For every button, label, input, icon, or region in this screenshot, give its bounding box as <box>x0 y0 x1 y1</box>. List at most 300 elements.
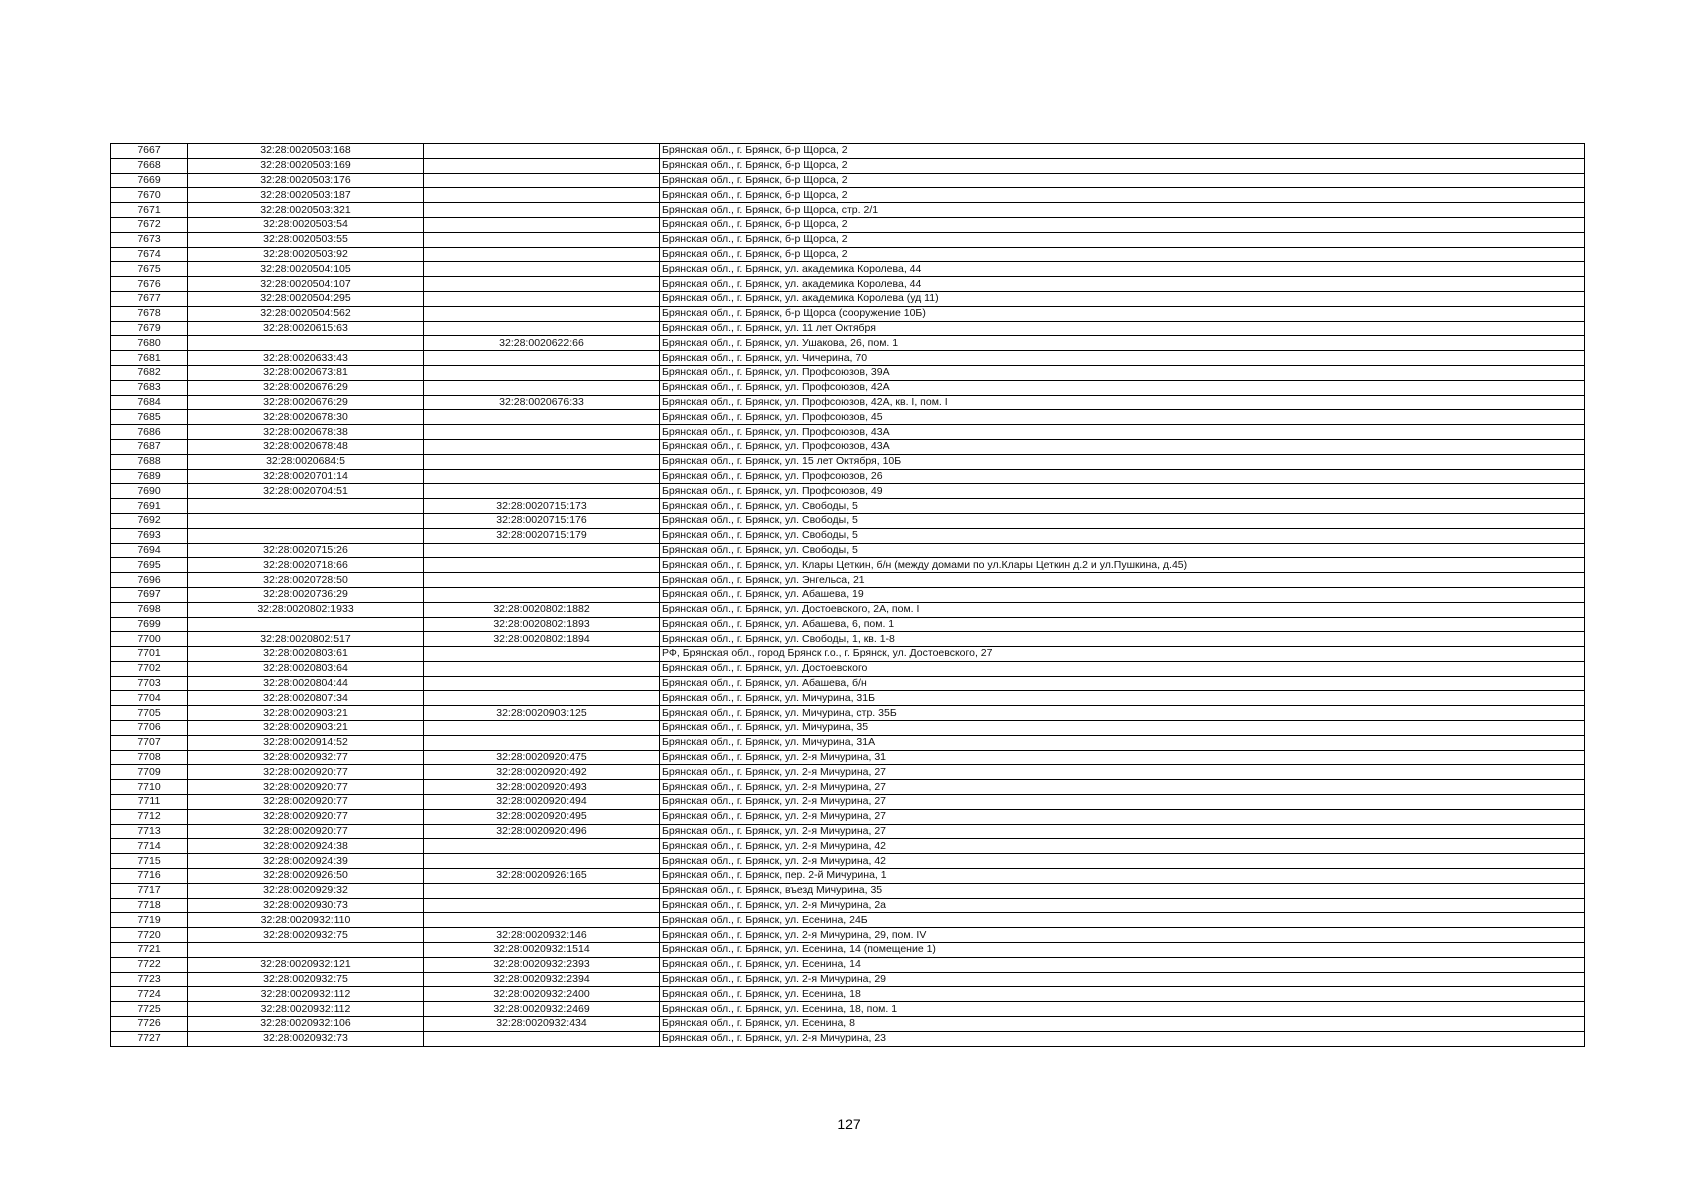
row-number-cell: 7721 <box>111 943 188 958</box>
cadastral-number-cell: 32:28:0020615:63 <box>188 321 424 336</box>
sub-cadastral-number-cell <box>424 306 660 321</box>
table-row <box>111 706 1585 721</box>
row-number-cell: 7689 <box>111 469 188 484</box>
table-row <box>111 943 1585 958</box>
address-cell: Брянская обл., г. Брянск, пер. 2-й Мичурина, 1 <box>660 869 1585 884</box>
sub-cadastral-number-cell: 32:28:0020802:1882 <box>424 602 660 617</box>
sub-cadastral-number-cell: 32:28:0020715:173 <box>424 499 660 514</box>
cadastral-number-cell <box>188 513 424 528</box>
table-row <box>111 602 1585 617</box>
sub-cadastral-number-cell <box>424 410 660 425</box>
sub-cadastral-number-cell: 32:28:0020932:146 <box>424 928 660 943</box>
row-number-cell: 7676 <box>111 277 188 292</box>
cadastral-number-cell: 32:28:0020715:26 <box>188 543 424 558</box>
cadastral-number-cell: 32:28:0020503:176 <box>188 173 424 188</box>
cadastral-number-cell: 32:28:0020920:77 <box>188 795 424 810</box>
table-row <box>111 1031 1585 1046</box>
row-number-cell: 7679 <box>111 321 188 336</box>
cadastral-number-cell: 32:28:0020932:73 <box>188 1031 424 1046</box>
address-cell: Брянская обл., г. Брянск, ул. 2-я Мичурина, 29 <box>660 972 1585 987</box>
cadastral-number-cell: 32:28:0020924:39 <box>188 854 424 869</box>
sub-cadastral-number-cell: 32:28:0020920:495 <box>424 809 660 824</box>
row-number-cell: 7690 <box>111 484 188 499</box>
table-row <box>111 869 1585 884</box>
cadastral-number-cell: 32:28:0020503:54 <box>188 217 424 232</box>
sub-cadastral-number-cell: 32:28:0020903:125 <box>424 706 660 721</box>
row-number-cell: 7699 <box>111 617 188 632</box>
sub-cadastral-number-cell <box>424 439 660 454</box>
table-row <box>111 750 1585 765</box>
sub-cadastral-number-cell <box>424 661 660 676</box>
cadastral-number-cell: 32:28:0020920:77 <box>188 765 424 780</box>
table-row <box>111 824 1585 839</box>
address-cell: Брянская обл., г. Брянск, ул. 2-я Мичурина, 27 <box>660 795 1585 810</box>
address-cell: Брянская обл., г. Брянск, ул. Профсоюзов, 49 <box>660 484 1585 499</box>
row-number-cell: 7723 <box>111 972 188 987</box>
sub-cadastral-number-cell: 32:28:0020920:496 <box>424 824 660 839</box>
address-cell: Брянская обл., г. Брянск, б-р Щорса, стр. 2/1 <box>660 203 1585 218</box>
row-number-cell: 7708 <box>111 750 188 765</box>
cadastral-number-cell: 32:28:0020684:5 <box>188 454 424 469</box>
cadastral-number-cell: 32:28:0020932:106 <box>188 1017 424 1032</box>
sub-cadastral-number-cell <box>424 543 660 558</box>
address-cell: Брянская обл., г. Брянск, ул. 2-я Мичурина, 27 <box>660 780 1585 795</box>
table-row <box>111 617 1585 632</box>
table-row <box>111 839 1585 854</box>
table-row <box>111 203 1585 218</box>
cadastral-number-cell: 32:28:0020504:295 <box>188 291 424 306</box>
cadastral-number-cell: 32:28:0020802:1933 <box>188 602 424 617</box>
table-row <box>111 558 1585 573</box>
table-row <box>111 1002 1585 1017</box>
table-row <box>111 528 1585 543</box>
row-number-cell: 7678 <box>111 306 188 321</box>
row-number-cell: 7677 <box>111 291 188 306</box>
table-row <box>111 1017 1585 1032</box>
address-cell: Брянская обл., г. Брянск, ул. Клары Цеткин, б/н (между домами по ул.Клары Цеткин д.2 и ул.Пушкина, д.45) <box>660 558 1585 573</box>
table-row <box>111 425 1585 440</box>
address-cell: Брянская обл., г. Брянск, ул. Достоевского <box>660 661 1585 676</box>
row-number-cell: 7700 <box>111 632 188 647</box>
sub-cadastral-number-cell <box>424 262 660 277</box>
table-row <box>111 780 1585 795</box>
row-number-cell: 7688 <box>111 454 188 469</box>
address-cell: Брянская обл., г. Брянск, ул. 15 лет Октября, 10Б <box>660 454 1585 469</box>
row-number-cell: 7674 <box>111 247 188 262</box>
row-number-cell: 7717 <box>111 883 188 898</box>
cadastral-number-cell: 32:28:0020678:48 <box>188 439 424 454</box>
sub-cadastral-number-cell <box>424 217 660 232</box>
cadastral-number-cell: 32:28:0020503:321 <box>188 203 424 218</box>
address-cell: Брянская обл., г. Брянск, ул. Абашева, 6, пом. 1 <box>660 617 1585 632</box>
row-number-cell: 7727 <box>111 1031 188 1046</box>
cadastral-number-cell: 32:28:0020503:92 <box>188 247 424 262</box>
row-number-cell: 7673 <box>111 232 188 247</box>
table-row <box>111 144 1585 159</box>
table-row <box>111 957 1585 972</box>
row-number-cell: 7670 <box>111 188 188 203</box>
cadastral-number-cell: 32:28:0020932:121 <box>188 957 424 972</box>
row-number-cell: 7675 <box>111 262 188 277</box>
address-cell: Брянская обл., г. Брянск, б-р Щорса (сооружение 10Б) <box>660 306 1585 321</box>
cadastral-number-cell <box>188 943 424 958</box>
row-number-cell: 7718 <box>111 898 188 913</box>
sub-cadastral-number-cell <box>424 883 660 898</box>
sub-cadastral-number-cell <box>424 425 660 440</box>
table-row <box>111 987 1585 1002</box>
address-cell: Брянская обл., г. Брянск, б-р Щорса, 2 <box>660 232 1585 247</box>
sub-cadastral-number-cell <box>424 913 660 928</box>
cadastral-number-cell <box>188 336 424 351</box>
table-row <box>111 232 1585 247</box>
table-row <box>111 321 1585 336</box>
address-cell: Брянская обл., г. Брянск, ул. Есенина, 14 (помещение 1) <box>660 943 1585 958</box>
row-number-cell: 7711 <box>111 795 188 810</box>
cadastral-number-cell: 32:28:0020504:562 <box>188 306 424 321</box>
cadastral-number-cell: 32:28:0020673:81 <box>188 365 424 380</box>
table-row <box>111 721 1585 736</box>
row-number-cell: 7726 <box>111 1017 188 1032</box>
address-cell: Брянская обл., г. Брянск, ул. 2-я Мичурина, 42 <box>660 854 1585 869</box>
address-cell: Брянская обл., г. Брянск, ул. 11 лет Октября <box>660 321 1585 336</box>
sub-cadastral-number-cell <box>424 573 660 588</box>
cadastral-number-cell: 32:28:0020701:14 <box>188 469 424 484</box>
address-cell: Брянская обл., г. Брянск, ул. Профсоюзов, 39А <box>660 365 1585 380</box>
row-number-cell: 7716 <box>111 869 188 884</box>
row-number-cell: 7681 <box>111 351 188 366</box>
sub-cadastral-number-cell <box>424 1031 660 1046</box>
cadastral-table-body <box>111 144 1585 1047</box>
address-cell: Брянская обл., г. Брянск, ул. Профсоюзов, 45 <box>660 410 1585 425</box>
row-number-cell: 7697 <box>111 587 188 602</box>
address-cell: Брянская обл., г. Брянск, ул. Свободы, 5 <box>660 513 1585 528</box>
row-number-cell: 7671 <box>111 203 188 218</box>
sub-cadastral-number-cell: 32:28:0020802:1894 <box>424 632 660 647</box>
row-number-cell: 7684 <box>111 395 188 410</box>
table-row <box>111 898 1585 913</box>
table-row <box>111 158 1585 173</box>
row-number-cell: 7722 <box>111 957 188 972</box>
table-row <box>111 765 1585 780</box>
table-row <box>111 173 1585 188</box>
table-row <box>111 262 1585 277</box>
address-cell: Брянская обл., г. Брянск, ул. 2-я Мичурина, 27 <box>660 765 1585 780</box>
table-row <box>111 928 1585 943</box>
address-cell: Брянская обл., г. Брянск, ул. Свободы, 5 <box>660 543 1585 558</box>
sub-cadastral-number-cell <box>424 173 660 188</box>
sub-cadastral-number-cell <box>424 676 660 691</box>
cadastral-number-cell: 32:28:0020932:112 <box>188 1002 424 1017</box>
address-cell: Брянская обл., г. Брянск, б-р Щорса, 2 <box>660 144 1585 159</box>
address-cell: РФ, Брянская обл., город Брянск г.о., г. Брянск, ул. Достоевского, 27 <box>660 647 1585 662</box>
table-row <box>111 454 1585 469</box>
row-number-cell: 7715 <box>111 854 188 869</box>
table-row <box>111 854 1585 869</box>
row-number-cell: 7719 <box>111 913 188 928</box>
address-cell: Брянская обл., г. Брянск, ул. Есенина, 8 <box>660 1017 1585 1032</box>
cadastral-number-cell: 32:28:0020903:21 <box>188 721 424 736</box>
cadastral-number-cell <box>188 528 424 543</box>
cadastral-number-cell: 32:28:0020932:75 <box>188 972 424 987</box>
address-cell: Брянская обл., г. Брянск, ул. 2-я Мичурина, 29, пом. IV <box>660 928 1585 943</box>
address-cell: Брянская обл., г. Брянск, ул. Профсоюзов, 42А <box>660 380 1585 395</box>
cadastral-number-cell: 32:28:0020929:32 <box>188 883 424 898</box>
row-number-cell: 7712 <box>111 809 188 824</box>
cadastral-number-cell: 32:28:0020932:77 <box>188 750 424 765</box>
row-number-cell: 7668 <box>111 158 188 173</box>
address-cell: Брянская обл., г. Брянск, ул. Профсоюзов, 26 <box>660 469 1585 484</box>
sub-cadastral-number-cell <box>424 232 660 247</box>
cadastral-number-cell <box>188 499 424 514</box>
sub-cadastral-number-cell <box>424 188 660 203</box>
address-cell: Брянская обл., г. Брянск, ул. Энгельса, 21 <box>660 573 1585 588</box>
table-row <box>111 691 1585 706</box>
table-row <box>111 676 1585 691</box>
sub-cadastral-number-cell <box>424 721 660 736</box>
row-number-cell: 7702 <box>111 661 188 676</box>
cadastral-number-cell: 32:28:0020920:77 <box>188 780 424 795</box>
row-number-cell: 7709 <box>111 765 188 780</box>
table-row <box>111 661 1585 676</box>
cadastral-number-cell <box>188 617 424 632</box>
table-row <box>111 410 1585 425</box>
cadastral-number-cell: 32:28:0020736:29 <box>188 587 424 602</box>
row-number-cell: 7693 <box>111 528 188 543</box>
address-cell: Брянская обл., г. Брянск, ул. 2-я Мичурина, 27 <box>660 809 1585 824</box>
row-number-cell: 7672 <box>111 217 188 232</box>
row-number-cell: 7667 <box>111 144 188 159</box>
address-cell: Брянская обл., г. Брянск, б-р Щорса, 2 <box>660 247 1585 262</box>
table-row <box>111 188 1585 203</box>
address-cell: Брянская обл., г. Брянск, ул. Есенина, 24Б <box>660 913 1585 928</box>
cadastral-number-cell: 32:28:0020924:38 <box>188 839 424 854</box>
sub-cadastral-number-cell <box>424 854 660 869</box>
sub-cadastral-number-cell: 32:28:0020622:66 <box>424 336 660 351</box>
table-row <box>111 735 1585 750</box>
cadastral-number-cell: 32:28:0020807:34 <box>188 691 424 706</box>
table-row <box>111 395 1585 410</box>
row-number-cell: 7683 <box>111 380 188 395</box>
row-number-cell: 7701 <box>111 647 188 662</box>
cadastral-number-cell: 32:28:0020503:168 <box>188 144 424 159</box>
row-number-cell: 7707 <box>111 735 188 750</box>
cadastral-number-cell: 32:28:0020676:29 <box>188 380 424 395</box>
address-cell: Брянская обл., г. Брянск, ул. 2-я Мичурина, 42 <box>660 839 1585 854</box>
row-number-cell: 7724 <box>111 987 188 1002</box>
sub-cadastral-number-cell: 32:28:0020932:2400 <box>424 987 660 1002</box>
sub-cadastral-number-cell <box>424 158 660 173</box>
address-cell: Брянская обл., г. Брянск, б-р Щорса, 2 <box>660 158 1585 173</box>
row-number-cell: 7698 <box>111 602 188 617</box>
row-number-cell: 7692 <box>111 513 188 528</box>
address-cell: Брянская обл., г. Брянск, ул. Свободы, 5 <box>660 528 1585 543</box>
row-number-cell: 7725 <box>111 1002 188 1017</box>
table-row <box>111 513 1585 528</box>
sub-cadastral-number-cell <box>424 469 660 484</box>
table-row <box>111 306 1585 321</box>
cadastral-number-cell: 32:28:0020803:64 <box>188 661 424 676</box>
row-number-cell: 7713 <box>111 824 188 839</box>
table-row <box>111 573 1585 588</box>
sub-cadastral-number-cell: 32:28:0020932:2469 <box>424 1002 660 1017</box>
address-cell: Брянская обл., г. Брянск, ул. Абашева, 19 <box>660 587 1585 602</box>
sub-cadastral-number-cell <box>424 735 660 750</box>
address-cell: Брянская обл., г. Брянск, б-р Щорса, 2 <box>660 217 1585 232</box>
address-cell: Брянская обл., г. Брянск, ул. Мичурина, 31А <box>660 735 1585 750</box>
address-cell: Брянская обл., г. Брянск, ул. Свободы, 1, кв. 1-8 <box>660 632 1585 647</box>
cadastral-table <box>110 143 1585 1047</box>
sub-cadastral-number-cell <box>424 691 660 706</box>
cadastral-number-cell: 32:28:0020932:75 <box>188 928 424 943</box>
sub-cadastral-number-cell <box>424 484 660 499</box>
address-cell: Брянская обл., г. Брянск, ул. академика Королева, 44 <box>660 277 1585 292</box>
row-number-cell: 7694 <box>111 543 188 558</box>
address-cell: Брянская обл., г. Брянск, ул. Есенина, 18, пом. 1 <box>660 1002 1585 1017</box>
sub-cadastral-number-cell: 32:28:0020676:33 <box>424 395 660 410</box>
row-number-cell: 7695 <box>111 558 188 573</box>
sub-cadastral-number-cell: 32:28:0020932:1514 <box>424 943 660 958</box>
sub-cadastral-number-cell <box>424 351 660 366</box>
cadastral-number-cell: 32:28:0020903:21 <box>188 706 424 721</box>
cadastral-number-cell: 32:28:0020678:30 <box>188 410 424 425</box>
table-row <box>111 247 1585 262</box>
address-cell: Брянская обл., г. Брянск, ул. 2-я Мичурина, 27 <box>660 824 1585 839</box>
cadastral-number-cell: 32:28:0020503:187 <box>188 188 424 203</box>
table-row <box>111 883 1585 898</box>
cadastral-number-cell: 32:28:0020803:61 <box>188 647 424 662</box>
address-cell: Брянская обл., г. Брянск, ул. Есенина, 18 <box>660 987 1585 1002</box>
cadastral-number-cell: 32:28:0020676:29 <box>188 395 424 410</box>
table-row <box>111 291 1585 306</box>
cadastral-number-cell: 32:28:0020704:51 <box>188 484 424 499</box>
address-cell: Брянская обл., г. Брянск, ул. Абашева, б/н <box>660 676 1585 691</box>
table-row <box>111 809 1585 824</box>
address-cell: Брянская обл., г. Брянск, ул. 2-я Мичурина, 31 <box>660 750 1585 765</box>
address-cell: Брянская обл., г. Брянск, ул. Мичурина, 31Б <box>660 691 1585 706</box>
table-row <box>111 365 1585 380</box>
table-row <box>111 277 1585 292</box>
address-cell: Брянская обл., г. Брянск, ул. Мичурина, 35 <box>660 721 1585 736</box>
sub-cadastral-number-cell <box>424 144 660 159</box>
sub-cadastral-number-cell <box>424 277 660 292</box>
sub-cadastral-number-cell: 32:28:0020715:179 <box>424 528 660 543</box>
cadastral-number-cell: 32:28:0020503:55 <box>188 232 424 247</box>
table-row <box>111 469 1585 484</box>
table-row <box>111 217 1585 232</box>
sub-cadastral-number-cell <box>424 839 660 854</box>
table-row <box>111 336 1585 351</box>
sub-cadastral-number-cell <box>424 247 660 262</box>
row-number-cell: 7691 <box>111 499 188 514</box>
cadastral-number-cell: 32:28:0020932:112 <box>188 987 424 1002</box>
cadastral-number-cell: 32:28:0020718:66 <box>188 558 424 573</box>
address-cell: Брянская обл., г. Брянск, б-р Щорса, 2 <box>660 188 1585 203</box>
table-row <box>111 543 1585 558</box>
table-row <box>111 484 1585 499</box>
sub-cadastral-number-cell: 32:28:0020926:165 <box>424 869 660 884</box>
row-number-cell: 7696 <box>111 573 188 588</box>
table-row <box>111 499 1585 514</box>
row-number-cell: 7686 <box>111 425 188 440</box>
table-row <box>111 632 1585 647</box>
sub-cadastral-number-cell <box>424 365 660 380</box>
row-number-cell: 7685 <box>111 410 188 425</box>
address-cell: Брянская обл., г. Брянск, ул. Ушакова, 26, пом. 1 <box>660 336 1585 351</box>
sub-cadastral-number-cell <box>424 647 660 662</box>
sub-cadastral-number-cell <box>424 203 660 218</box>
sub-cadastral-number-cell <box>424 898 660 913</box>
table-row <box>111 380 1585 395</box>
sub-cadastral-number-cell: 32:28:0020920:493 <box>424 780 660 795</box>
cadastral-number-cell: 32:28:0020504:105 <box>188 262 424 277</box>
address-cell: Брянская обл., г. Брянск, ул. 2-я Мичурина, 23 <box>660 1031 1585 1046</box>
row-number-cell: 7714 <box>111 839 188 854</box>
cadastral-number-cell: 32:28:0020932:110 <box>188 913 424 928</box>
address-cell: Брянская обл., г. Брянск, ул. Достоевского, 2А, пом. I <box>660 602 1585 617</box>
cadastral-number-cell: 32:28:0020728:50 <box>188 573 424 588</box>
sub-cadastral-number-cell: 32:28:0020715:176 <box>424 513 660 528</box>
cadastral-number-cell: 32:28:0020920:77 <box>188 809 424 824</box>
table-row <box>111 972 1585 987</box>
page-number: 127 <box>837 1116 861 1132</box>
table-row <box>111 647 1585 662</box>
cadastral-number-cell: 32:28:0020920:77 <box>188 824 424 839</box>
row-number-cell: 7705 <box>111 706 188 721</box>
sub-cadastral-number-cell: 32:28:0020932:2394 <box>424 972 660 987</box>
address-cell: Брянская обл., г. Брянск, ул. академика Королева (уд 11) <box>660 291 1585 306</box>
row-number-cell: 7720 <box>111 928 188 943</box>
table-row <box>111 913 1585 928</box>
row-number-cell: 7682 <box>111 365 188 380</box>
sub-cadastral-number-cell <box>424 587 660 602</box>
cadastral-number-cell: 32:28:0020802:517 <box>188 632 424 647</box>
cadastral-number-cell: 32:28:0020503:169 <box>188 158 424 173</box>
row-number-cell: 7710 <box>111 780 188 795</box>
row-number-cell: 7687 <box>111 439 188 454</box>
cadastral-number-cell: 32:28:0020504:107 <box>188 277 424 292</box>
cadastral-number-cell: 32:28:0020633:43 <box>188 351 424 366</box>
table-row <box>111 587 1585 602</box>
address-cell: Брянская обл., г. Брянск, ул. академика Королева, 44 <box>660 262 1585 277</box>
table-row <box>111 795 1585 810</box>
cadastral-number-cell: 32:28:0020930:73 <box>188 898 424 913</box>
address-cell: Брянская обл., г. Брянск, ул. Мичурина, стр. 35Б <box>660 706 1585 721</box>
cadastral-number-cell: 32:28:0020804:44 <box>188 676 424 691</box>
address-cell: Брянская обл., г. Брянск, ул. Профсоюзов, 43А <box>660 425 1585 440</box>
table-row <box>111 351 1585 366</box>
row-number-cell: 7704 <box>111 691 188 706</box>
row-number-cell: 7706 <box>111 721 188 736</box>
address-cell: Брянская обл., г. Брянск, ул. Профсоюзов, 42А, кв. I, пом. I <box>660 395 1585 410</box>
sub-cadastral-number-cell: 32:28:0020932:2393 <box>424 957 660 972</box>
address-cell: Брянская обл., г. Брянск, ул. Профсоюзов, 43А <box>660 439 1585 454</box>
address-cell: Брянская обл., г. Брянск, ул. Есенина, 14 <box>660 957 1585 972</box>
address-cell: Брянская обл., г. Брянск, ул. Свободы, 5 <box>660 499 1585 514</box>
row-number-cell: 7703 <box>111 676 188 691</box>
address-cell: Брянская обл., г. Брянск, ул. Чичерина, 70 <box>660 351 1585 366</box>
sub-cadastral-number-cell <box>424 321 660 336</box>
sub-cadastral-number-cell <box>424 291 660 306</box>
cadastral-number-cell: 32:28:0020678:38 <box>188 425 424 440</box>
sub-cadastral-number-cell <box>424 558 660 573</box>
row-number-cell: 7669 <box>111 173 188 188</box>
sub-cadastral-number-cell: 32:28:0020802:1893 <box>424 617 660 632</box>
row-number-cell: 7680 <box>111 336 188 351</box>
address-cell: Брянская обл., г. Брянск, въезд Мичурина, 35 <box>660 883 1585 898</box>
cadastral-number-cell: 32:28:0020926:50 <box>188 869 424 884</box>
sub-cadastral-number-cell: 32:28:0020920:492 <box>424 765 660 780</box>
sub-cadastral-number-cell: 32:28:0020932:434 <box>424 1017 660 1032</box>
